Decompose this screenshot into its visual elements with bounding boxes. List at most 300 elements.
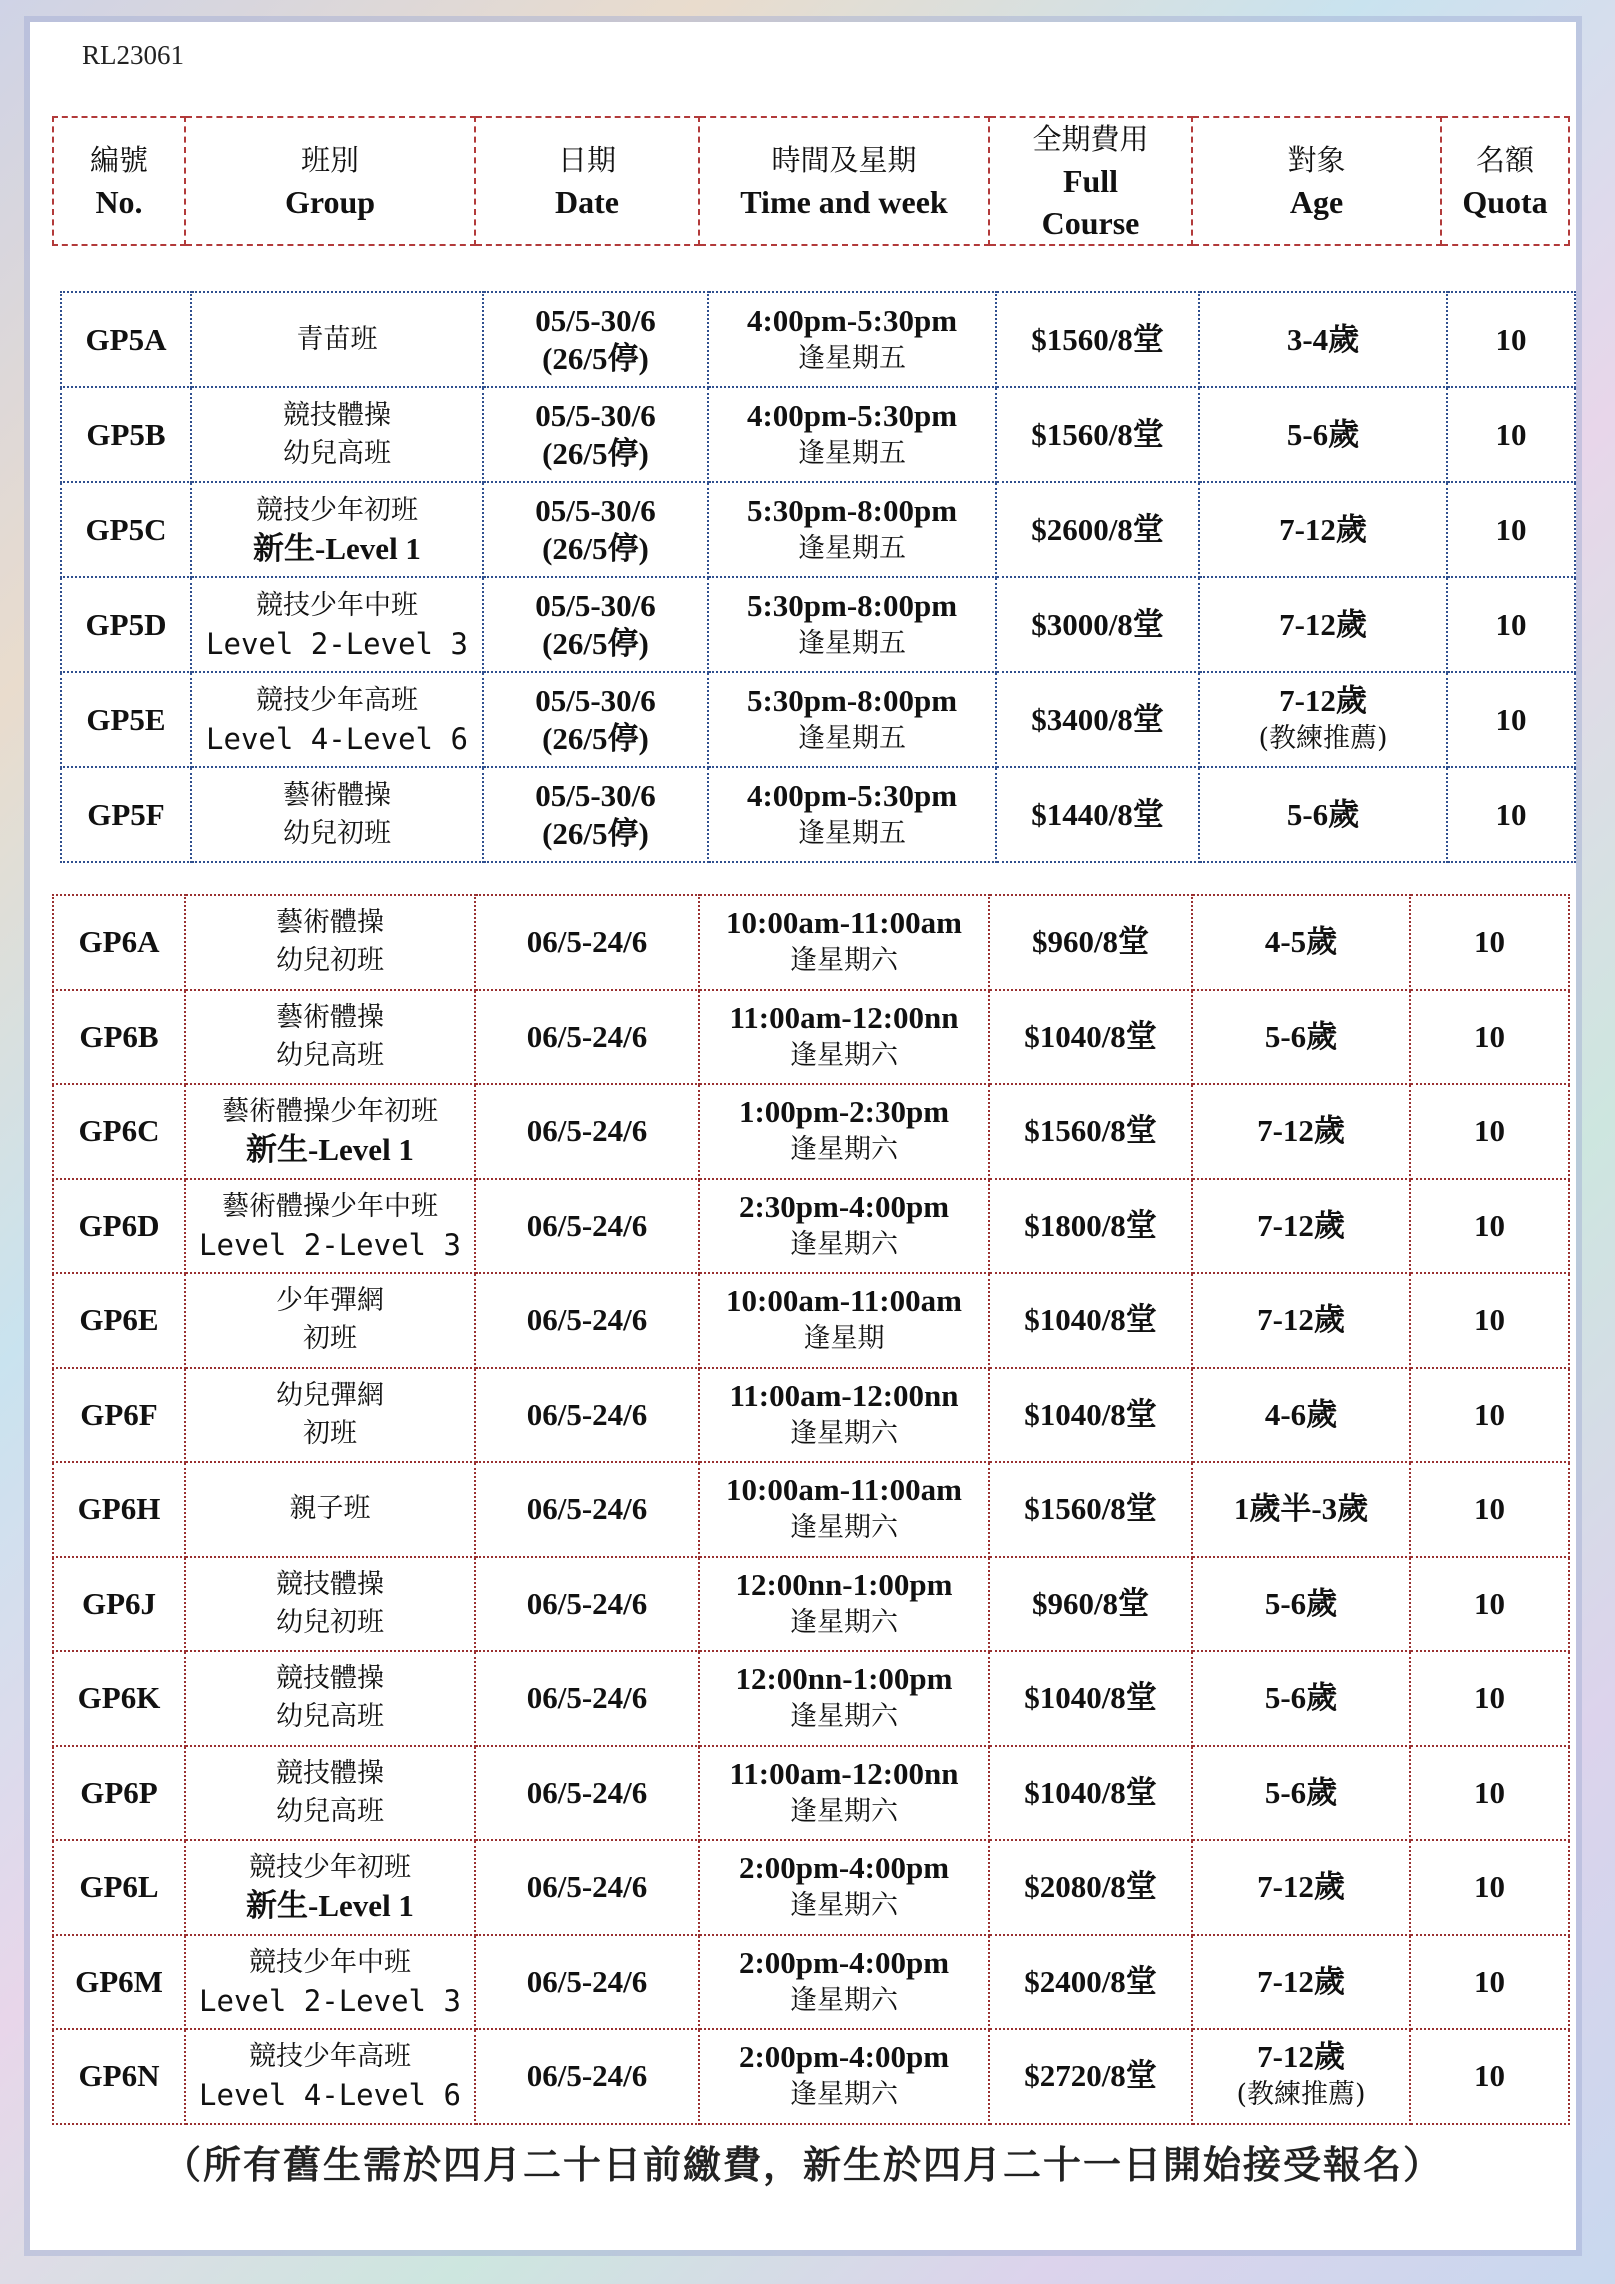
class-time-text: 2:00pm-4:00pm: [738, 1850, 950, 1886]
class-age: [1192, 1651, 1410, 1746]
class-date: [483, 292, 708, 387]
class-time: [699, 1557, 989, 1652]
class-time: [699, 1084, 989, 1179]
class-time-text: 11:00am-12:00nn: [729, 1377, 959, 1413]
class-fee-text: $3400/8堂: [1031, 701, 1164, 737]
class-quota: [1410, 1179, 1569, 1274]
class-time-text: 逢星期六: [790, 1701, 898, 1733]
class-date: [475, 1084, 699, 1179]
class-time-text: 5:30pm-8:00pm: [746, 587, 958, 623]
class-date: [483, 672, 708, 767]
class-age-text: 7-12歲: [1279, 682, 1367, 718]
class-time-text: 逢星期六: [790, 1039, 898, 1071]
class-group-text: 幼兒初班: [283, 817, 391, 849]
class-date-text: 05/5-30/6: [535, 587, 656, 623]
class-time: [699, 1273, 989, 1368]
class-date-text: (26/5停): [542, 340, 649, 376]
class-date-text: 06/5-24/6: [526, 1680, 648, 1716]
class-age-text: 7-12歲: [1279, 511, 1367, 547]
class-group-text: Level 2-Level 3: [206, 626, 468, 661]
class-age: [1199, 292, 1447, 387]
class-time-text: 逢星期六: [790, 1795, 898, 1827]
class-group: [191, 767, 483, 862]
class-group: [185, 1462, 475, 1557]
class-group-text: 競技少年初班: [256, 494, 418, 526]
class-age: [1199, 387, 1447, 482]
table-row: [61, 577, 1575, 672]
class-time-text: 逢星期: [803, 1323, 885, 1355]
col-header-quota: 名額 Quota: [1441, 117, 1569, 245]
class-date: [475, 1368, 699, 1463]
class-fee-text: $1040/8堂: [1024, 1680, 1157, 1716]
class-fee: [989, 1273, 1192, 1368]
class-code: [61, 292, 191, 387]
class-time-text: 逢星期六: [790, 1134, 898, 1166]
class-quota: [1410, 1273, 1569, 1368]
table-row: [53, 1179, 1569, 1274]
class-group-text: 競技體操: [283, 399, 391, 431]
class-group-text: 青苗班: [296, 323, 378, 355]
class-group: [185, 1746, 475, 1841]
table-row: [61, 292, 1575, 387]
class-time: [708, 482, 996, 577]
class-date: [483, 767, 708, 862]
class-code-text: GP6E: [79, 1302, 159, 1338]
class-code-text: GP6P: [80, 1774, 158, 1810]
class-date-text: 06/5-24/6: [526, 924, 648, 960]
class-code-text: GP5B: [86, 416, 166, 452]
class-fee-text: $1800/8堂: [1024, 1207, 1157, 1243]
class-time-text: 逢星期六: [790, 2079, 898, 2111]
class-fee: [989, 895, 1192, 990]
friday-classes-table: [60, 291, 1576, 863]
col-header-group: 班別 Group: [185, 117, 475, 245]
class-date: [475, 1746, 699, 1841]
class-code-text: GP5F: [87, 796, 165, 832]
class-fee-text: $1560/8堂: [1024, 1113, 1157, 1149]
class-quota-text: 10: [1495, 511, 1527, 547]
class-time-text: 10:00am-11:00am: [726, 1472, 962, 1508]
class-code: [53, 1179, 185, 1274]
class-quota-text: 10: [1474, 1113, 1505, 1149]
class-group-text: 初班: [303, 1417, 357, 1449]
class-quota-text: 10: [1474, 1302, 1505, 1338]
class-code-text: GP6L: [79, 1869, 159, 1905]
class-code: [61, 387, 191, 482]
class-quota: [1410, 1557, 1569, 1652]
class-date: [475, 1840, 699, 1935]
class-time-text: 逢星期五: [798, 437, 906, 469]
class-age: [1192, 1935, 1410, 2030]
class-time: [708, 767, 996, 862]
class-group-text: Level 2-Level 3: [199, 1983, 461, 2018]
class-group-text: 幼兒高班: [276, 1701, 384, 1733]
class-group-text: 藝術體操: [276, 1001, 384, 1033]
table-row: [53, 990, 1569, 1085]
class-date-text: 06/5-24/6: [526, 1869, 648, 1905]
class-date-text: 06/5-24/6: [526, 2058, 648, 2094]
class-date: [483, 577, 708, 672]
class-group-text: Level 2-Level 3: [199, 1227, 461, 1262]
class-age: [1192, 1368, 1410, 1463]
class-date-text: (26/5停): [542, 625, 649, 661]
class-time-text: 逢星期五: [798, 627, 906, 659]
class-age: [1199, 482, 1447, 577]
class-group-text: 新生-Level 1: [246, 1132, 414, 1168]
table-row: [53, 1651, 1569, 1746]
table-row: [53, 2029, 1569, 2124]
class-group: [185, 1179, 475, 1274]
class-quota-text: 10: [1474, 1963, 1505, 1999]
class-code-text: GP6F: [80, 1396, 158, 1432]
class-time-text: 逢星期六: [790, 1984, 898, 2016]
class-group-text: 新生-Level 1: [253, 530, 421, 566]
class-age: [1192, 1084, 1410, 1179]
class-code: [53, 1273, 185, 1368]
class-time-text: 10:00am-11:00am: [726, 905, 962, 941]
class-group: [185, 1084, 475, 1179]
class-code-text: GP6B: [79, 1018, 159, 1054]
class-group-text: 少年彈網: [276, 1285, 384, 1317]
class-fee-text: $1440/8堂: [1031, 796, 1164, 832]
class-age-text: 7-12歲: [1257, 1869, 1345, 1905]
document-page: [30, 22, 1576, 2250]
class-group: [185, 1935, 475, 2030]
class-quota: [1447, 482, 1575, 577]
class-time-text: 4:00pm-5:30pm: [746, 397, 958, 433]
class-fee: [989, 1935, 1192, 2030]
class-fee: [996, 292, 1199, 387]
class-time-text: 逢星期五: [798, 532, 906, 564]
class-group: [185, 1840, 475, 1935]
class-time-text: 2:00pm-4:00pm: [738, 1944, 950, 1980]
class-quota-text: 10: [1474, 924, 1505, 960]
class-date: [475, 1651, 699, 1746]
class-fee: [989, 1651, 1192, 1746]
class-code: [53, 990, 185, 1085]
class-date: [475, 1179, 699, 1274]
class-group-text: 幼兒高班: [276, 1039, 384, 1071]
class-fee-text: $2400/8堂: [1024, 1963, 1157, 1999]
class-time-text: 4:00pm-5:30pm: [746, 302, 958, 338]
class-group-text: 幼兒彈網: [276, 1379, 384, 1411]
class-quota: [1410, 1368, 1569, 1463]
class-quota-text: 10: [1495, 701, 1527, 737]
class-fee: [989, 1746, 1192, 1841]
class-time: [699, 1840, 989, 1935]
class-age: [1192, 990, 1410, 1085]
class-date-text: (26/5停): [542, 435, 649, 471]
class-quota: [1410, 1840, 1569, 1935]
class-group-text: 新生-Level 1: [246, 1888, 414, 1924]
class-quota: [1410, 1746, 1569, 1841]
class-quota: [1410, 1462, 1569, 1557]
class-fee-text: $3000/8堂: [1031, 606, 1164, 642]
class-code: [53, 1651, 185, 1746]
class-code-text: GP6D: [78, 1207, 160, 1243]
class-fee: [996, 672, 1199, 767]
class-date: [483, 387, 708, 482]
class-age-text: (教練推薦): [1258, 722, 1388, 754]
class-group-text: Level 4-Level 6: [199, 2078, 461, 2113]
class-time-text: 逢星期五: [798, 722, 906, 754]
class-code: [61, 767, 191, 862]
class-age-text: 5-6歲: [1264, 1585, 1338, 1621]
class-group-text: 競技少年中班: [249, 1946, 411, 1978]
class-quota-text: 10: [1474, 1396, 1505, 1432]
class-code-text: GP6A: [78, 924, 160, 960]
class-quota-text: 10: [1474, 1680, 1505, 1716]
class-time-text: 10:00am-11:00am: [726, 1283, 962, 1319]
class-time: [708, 387, 996, 482]
class-time-text: 逢星期六: [790, 1512, 898, 1544]
class-code-text: GP5D: [85, 606, 167, 642]
class-date-text: (26/5停): [542, 530, 649, 566]
class-age-text: 3-4歲: [1286, 321, 1360, 357]
class-quota-text: 10: [1474, 1869, 1505, 1905]
class-fee-text: $1560/8堂: [1031, 416, 1164, 452]
class-quota: [1410, 1651, 1569, 1746]
header-row: [53, 117, 1569, 245]
class-code: [53, 1935, 185, 2030]
class-code: [53, 1746, 185, 1841]
class-time: [708, 577, 996, 672]
class-time-text: 逢星期六: [790, 1228, 898, 1260]
class-fee: [989, 1084, 1192, 1179]
class-date-text: 06/5-24/6: [526, 1302, 648, 1338]
class-age-text: 4-6歲: [1264, 1396, 1338, 1432]
class-date-text: 06/5-24/6: [526, 1018, 648, 1054]
class-group-text: 競技少年初班: [249, 1852, 411, 1884]
class-date-text: (26/5停): [542, 720, 649, 756]
class-group: [191, 672, 483, 767]
class-group-text: Level 4-Level 6: [206, 721, 468, 756]
class-time-text: 11:00am-12:00nn: [729, 1755, 959, 1791]
class-quota-text: 10: [1495, 606, 1527, 642]
class-group: [191, 577, 483, 672]
table-row: [53, 1840, 1569, 1935]
class-date: [475, 990, 699, 1085]
class-group-text: 藝術體操: [283, 779, 391, 811]
class-age: [1192, 1557, 1410, 1652]
class-code-text: GP6J: [81, 1585, 157, 1621]
table-row: [53, 1746, 1569, 1841]
class-time: [708, 292, 996, 387]
class-code-text: GP6H: [77, 1491, 161, 1527]
class-age: [1192, 1462, 1410, 1557]
class-time: [699, 1651, 989, 1746]
class-age: [1199, 577, 1447, 672]
class-date-text: 06/5-24/6: [526, 1963, 648, 1999]
class-date-text: 05/5-30/6: [535, 302, 656, 338]
registration-note: （所有舊生需於四月二十日前繳費，新生於四月二十一日開始接受報名）: [162, 2142, 1443, 2187]
class-date-text: 05/5-30/6: [535, 682, 656, 718]
class-date-text: 05/5-30/6: [535, 492, 656, 528]
class-code: [53, 2029, 185, 2124]
class-quota: [1410, 2029, 1569, 2124]
class-quota-text: 10: [1474, 1018, 1505, 1054]
class-fee: [989, 2029, 1192, 2124]
col-header-date: 日期 Date: [475, 117, 699, 245]
class-group: [191, 482, 483, 577]
class-age-text: 7-12歲: [1279, 606, 1367, 642]
class-date: [475, 1935, 699, 2030]
class-group-text: 競技少年高班: [249, 2041, 411, 2073]
class-quota-text: 10: [1495, 416, 1527, 452]
class-time: [699, 895, 989, 990]
class-age-text: 5-6歲: [1264, 1018, 1338, 1054]
class-code: [61, 577, 191, 672]
class-code: [53, 1084, 185, 1179]
class-time-text: 11:00am-12:00nn: [729, 999, 959, 1035]
class-group: [185, 1273, 475, 1368]
class-time-text: 2:30pm-4:00pm: [738, 1188, 950, 1224]
class-date-text: 06/5-24/6: [526, 1207, 648, 1243]
class-group-text: 幼兒初班: [276, 1606, 384, 1638]
class-time: [699, 1746, 989, 1841]
class-date-text: 06/5-24/6: [526, 1396, 648, 1432]
col-header-no: 編號 No.: [53, 117, 185, 245]
class-code-text: GP5A: [85, 321, 167, 357]
class-fee-text: $1040/8堂: [1024, 1774, 1157, 1810]
table-row: [53, 1084, 1569, 1179]
class-time: [699, 2029, 989, 2124]
class-group: [185, 1368, 475, 1463]
class-quota: [1447, 577, 1575, 672]
class-time: [699, 1368, 989, 1463]
class-group-text: 競技體操: [276, 1568, 384, 1600]
class-quota: [1447, 292, 1575, 387]
class-group: [185, 2029, 475, 2124]
class-age: [1199, 767, 1447, 862]
class-group-text: 藝術體操少年初班: [222, 1096, 438, 1128]
class-fee: [989, 1368, 1192, 1463]
class-date-text: 05/5-30/6: [535, 777, 656, 813]
class-age-text: 7-12歲: [1257, 2039, 1345, 2075]
class-time-text: 5:30pm-8:00pm: [746, 492, 958, 528]
class-group-text: 競技少年中班: [256, 589, 418, 621]
class-fee-text: $2600/8堂: [1031, 511, 1164, 547]
class-group: [185, 1557, 475, 1652]
class-code-text: GP6K: [77, 1680, 161, 1716]
class-fee: [989, 1179, 1192, 1274]
class-fee-text: $960/8堂: [1031, 1585, 1150, 1621]
class-quota-text: 10: [1474, 1207, 1505, 1243]
class-time-text: 逢星期六: [790, 945, 898, 977]
class-code: [53, 895, 185, 990]
class-group: [191, 387, 483, 482]
class-date: [475, 1462, 699, 1557]
class-date-text: 06/5-24/6: [526, 1491, 648, 1527]
class-code: [61, 672, 191, 767]
class-code: [53, 1840, 185, 1935]
class-fee: [996, 577, 1199, 672]
class-group: [185, 990, 475, 1085]
class-date-text: 06/5-24/6: [526, 1585, 648, 1621]
header-table: [52, 116, 1570, 246]
class-group-text: 競技體操: [276, 1757, 384, 1789]
class-date-text: 05/5-30/6: [535, 397, 656, 433]
class-date: [475, 895, 699, 990]
col-header-time: 時間及星期 Time and week: [699, 117, 989, 245]
table-row: [61, 387, 1575, 482]
class-time-text: 5:30pm-8:00pm: [746, 682, 958, 718]
class-quota: [1410, 895, 1569, 990]
class-fee: [989, 1462, 1192, 1557]
reference-code: RL23061: [82, 40, 185, 70]
class-group-text: 幼兒高班: [283, 437, 391, 469]
class-time-text: 逢星期六: [790, 1606, 898, 1638]
class-code-text: GP5E: [86, 701, 166, 737]
col-header-age: 對象 Age: [1192, 117, 1441, 245]
class-age-text: 7-12歲: [1257, 1963, 1345, 1999]
class-time-text: 逢星期五: [798, 817, 906, 849]
table-row: [53, 1935, 1569, 2030]
class-code-text: GP6M: [75, 1963, 163, 1999]
class-time-text: 12:00nn-1:00pm: [735, 1661, 953, 1697]
class-time: [708, 672, 996, 767]
class-quota-text: 10: [1474, 1774, 1505, 1810]
class-quota-text: 10: [1495, 796, 1527, 832]
class-fee: [989, 1840, 1192, 1935]
class-group-text: 初班: [303, 1323, 357, 1355]
class-group-text: 親子班: [289, 1493, 371, 1525]
class-time-text: 逢星期五: [798, 342, 906, 374]
class-age-text: 5-6歲: [1264, 1680, 1338, 1716]
class-date-text: 06/5-24/6: [526, 1113, 648, 1149]
class-age-text: 5-6歲: [1286, 416, 1360, 452]
class-quota: [1447, 767, 1575, 862]
col-header-fee: 全期費用 Full Course: [989, 117, 1192, 245]
class-quota-text: 10: [1474, 1585, 1505, 1621]
class-age-text: 7-12歲: [1257, 1113, 1345, 1149]
class-group-text: 競技體操: [276, 1663, 384, 1695]
class-time-text: 逢星期六: [790, 1890, 898, 1922]
class-date: [483, 482, 708, 577]
class-fee-text: $2720/8堂: [1024, 2058, 1157, 2094]
class-time-text: 12:00nn-1:00pm: [735, 1566, 953, 1602]
table-row: [53, 1462, 1569, 1557]
class-quota: [1410, 1084, 1569, 1179]
class-time: [699, 1179, 989, 1274]
class-fee-text: $1040/8堂: [1024, 1302, 1157, 1338]
class-group-text: 藝術體操: [276, 907, 384, 939]
class-time-text: 逢星期六: [790, 1417, 898, 1449]
class-quota-text: 10: [1474, 1491, 1505, 1527]
class-code-text: GP6N: [78, 2058, 160, 2094]
class-fee-text: $1040/8堂: [1024, 1396, 1157, 1432]
class-fee-text: $1040/8堂: [1024, 1018, 1157, 1054]
class-fee: [996, 767, 1199, 862]
class-fee: [989, 990, 1192, 1085]
class-code: [53, 1368, 185, 1463]
class-time: [699, 1935, 989, 2030]
class-code: [53, 1557, 185, 1652]
class-fee: [996, 387, 1199, 482]
class-code: [61, 482, 191, 577]
class-group-text: 藝術體操少年中班: [222, 1190, 438, 1222]
class-age-text: 7-12歲: [1257, 1207, 1345, 1243]
class-quota-text: 10: [1495, 321, 1527, 357]
class-fee-text: $2080/8堂: [1024, 1869, 1157, 1905]
class-age-text: (教練推薦): [1236, 2079, 1366, 2111]
class-group-text: 幼兒初班: [276, 945, 384, 977]
class-fee-text: $1560/8堂: [1031, 321, 1164, 357]
class-date-text: 06/5-24/6: [526, 1774, 648, 1810]
class-time: [699, 990, 989, 1085]
class-age: [1192, 1840, 1410, 1935]
class-age-text: 1歲半-3歲: [1233, 1491, 1369, 1527]
